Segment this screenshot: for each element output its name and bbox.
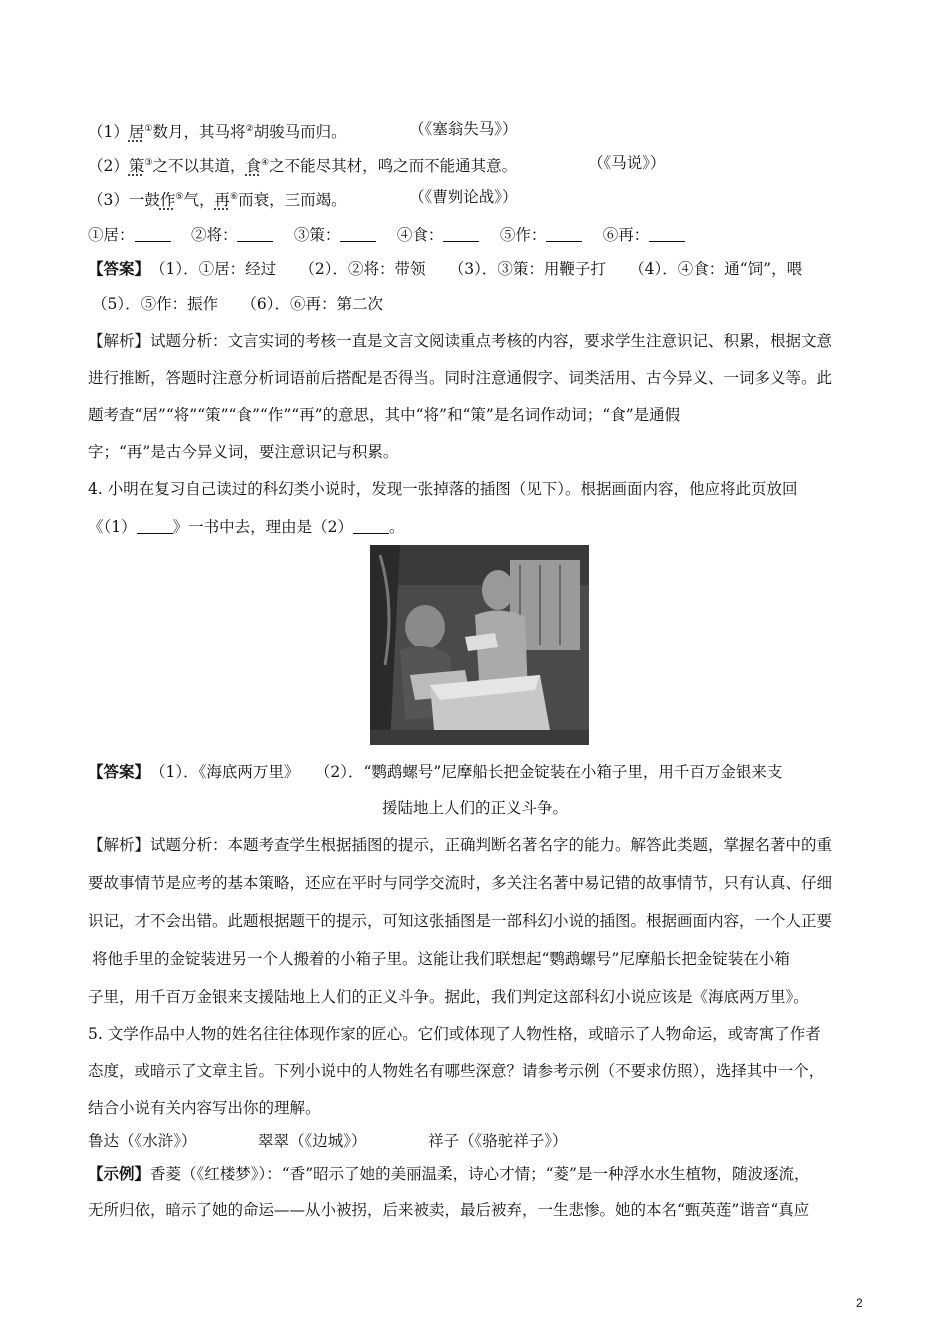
q4-analysis-line: 将他手里的金锭装进另一个人搬着的小箱子里。这能让我们联想起“鹦鹉螺号”尼摩船长把金锭装在小箱 — [92, 950, 790, 968]
page-number: 2 — [856, 1296, 863, 1310]
blank-label: ②将： — [190, 226, 238, 244]
q3-source-1: （《塞翁失马》） — [409, 120, 518, 138]
q3-answer-line-1 — [88, 258, 802, 280]
q3-sentence-2 — [88, 152, 517, 177]
answer-text: （1）．①居：经过 （2）．②将：带领 （3）．③策：用鞭子打 （4）．④食：通“饲”，喂 — [157, 260, 803, 278]
text: （3）一鼓 — [88, 191, 160, 209]
blank — [546, 227, 582, 242]
text: 气， — [183, 191, 215, 209]
key-char: 再 — [214, 191, 230, 209]
q4-answer-line-1 — [88, 761, 782, 783]
q3-source-3: （《曹刿论战》） — [409, 188, 518, 206]
q5-question-line: 5. 文学作品中人物的姓名往往体现作家的匠心。它们或体现了人物性格，或暗示了人物命运，或寄寓了作者 — [88, 1025, 821, 1043]
blank — [237, 227, 273, 242]
key-char: 居 — [128, 123, 145, 141]
text: 数月，其马将 — [152, 123, 246, 141]
marker: ⑤ — [175, 192, 184, 202]
q3-analysis-line: 【解析】试题分析：文言实词的考核一直是文言文阅读重点考核的内容，要求学生注意识记、积累，根据文意 — [88, 332, 833, 350]
answer-label: 【答案】 — [88, 762, 143, 781]
blank — [137, 519, 173, 534]
answer-label: 【答案】 — [88, 259, 143, 278]
answer-text: （1）．《海底两万里》 （2）．“鹦鹉螺号”尼摩船长把金锭装在小箱子里，用千百万金银来支 — [157, 763, 783, 781]
blank-label: ⑥再： — [602, 226, 650, 244]
q5-example-line-2: 无所归依，暗示了她的命运——从小被拐，后来被卖，最后被弃，一生悲惨。她的本名“甄英莲”谐音“真应 — [88, 1201, 810, 1219]
q4-question-line-1: 4. 小明在复习自己读过的科幻类小说时，发现一张掉落的插图（见下）。根据画面内容，他应将此页放回 — [88, 480, 798, 498]
q3-source-2: （《马说》） — [588, 154, 666, 172]
key-char: 食 — [245, 157, 261, 175]
q5-question-line: 态度，或暗示了文章主旨。下列小说中的人物姓名有哪些深意？请参考示例（不要求仿照），选择其中一个， — [88, 1062, 825, 1080]
q4-analysis-line: 要故事情节是应考的基本策略，还应在平时与同学交流时，多关注名著中易记错的故事情节，只有认真、仔细 — [88, 874, 833, 892]
blank-label: ③策： — [293, 226, 341, 244]
q4-analysis-line: 【解析】试题分析：本题考查学生根据插图的提示，正确判断名著名字的能力。解答此类题，掌握名著中的重 — [88, 836, 833, 854]
text: 胡骏马而归。 — [253, 123, 347, 141]
text: （1） — [88, 123, 129, 141]
q3-sentence-3 — [88, 186, 347, 211]
text: （2） — [88, 157, 129, 175]
blank — [443, 227, 479, 242]
example-text: 香菱（《红楼梦》）：“香”昭示了她的美丽温柔，诗心才情；“菱”是一种浮水水生植物，随波逐流， — [150, 1165, 810, 1183]
marker: ④ — [261, 158, 270, 168]
blank — [340, 227, 376, 242]
text: 》一书中去，理由是（2） — [172, 518, 353, 536]
q5-question-line: 结合小说有关内容写出你的理解。 — [88, 1099, 321, 1117]
novel-illustration — [370, 545, 589, 745]
text: 之不能尽其材，鸣之而不能通其意。 — [269, 157, 518, 175]
q5-name-option: 祥子（《骆驼祥子》） — [428, 1132, 568, 1150]
q3-sentence-1 — [88, 118, 347, 143]
blank-label: ①居： — [88, 226, 135, 244]
q3-analysis-line: 字；“再”是古今异义词，要注意识记与积累。 — [88, 443, 399, 461]
q4-analysis-line: 识记，才不会出错。此题根据题干的提示，可知这张插图是一部科幻小说的插图。根据画面内容，一个人正要 — [88, 912, 833, 930]
q5-name-option: 翠翠（《边城》） — [258, 1132, 367, 1150]
q3-analysis-line: 进行推断，答题时注意分析词语前后搭配是否得当。同时注意通假字、词类活用、古今异义、一词多义等。此 — [88, 369, 833, 387]
marker: ② — [245, 124, 254, 134]
marker: ⑥ — [230, 192, 239, 202]
text: 《（1） — [88, 518, 137, 536]
q4-analysis-line: 子里，用千百万金银来支援陆地上人们的正义斗争。据此，我们判定这部科幻小说应该是《海底两万里》。 — [88, 988, 809, 1006]
q5-name-option: 鲁达（《水浒》） — [88, 1132, 197, 1150]
example-label: 【示例】 — [88, 1164, 151, 1183]
q4-question-line-2 — [88, 516, 405, 538]
text: 而衰，三而竭。 — [238, 191, 347, 209]
blank-label: ⑤作： — [499, 226, 547, 244]
key-char: 作 — [159, 191, 176, 209]
key-char: 策 — [128, 157, 145, 175]
q3-analysis-line: 题考查“居”“将”“策”“食”“作”“再”的意思，其中“将”和“策”是名词作动词；“食”是通假 — [88, 406, 681, 424]
text: 。 — [389, 518, 405, 536]
blank-label: ④食： — [396, 226, 444, 244]
text: 之不以其道， — [152, 157, 246, 175]
q3-blanks-row — [88, 224, 685, 246]
blank — [353, 519, 389, 534]
q3-answer-line-2: （5）．⑤作：振作 （6）．⑥再：第二次 — [92, 295, 383, 313]
marker: ① — [144, 124, 153, 134]
q4-answer-line-2: 援陆地上人们的正义斗争。 — [382, 799, 569, 817]
blank — [135, 227, 171, 242]
marker: ③ — [144, 158, 153, 168]
blank — [649, 227, 685, 242]
q5-example-line-1 — [88, 1163, 809, 1185]
